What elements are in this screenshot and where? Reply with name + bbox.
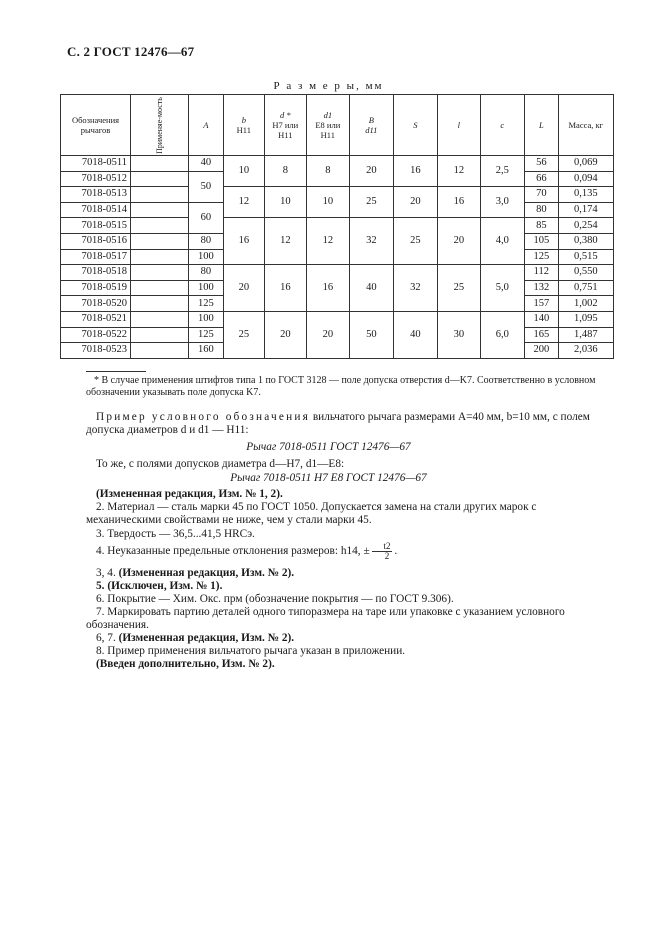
cell-applicability (131, 218, 189, 234)
cell-B: 25 (349, 187, 393, 218)
cell-b: 10 (223, 156, 264, 187)
table-row (61, 311, 614, 327)
cell-mass: 1,095 (558, 311, 613, 327)
cell-A: 160 (188, 343, 223, 359)
cell-designation: 7018-0520 (61, 296, 131, 312)
item-3-hardness: 3. Твердость — 36,5...41,5 HRCэ. (96, 528, 255, 540)
cell-designation: 7018-0514 (61, 202, 131, 218)
revision-note-3-4: 3, 4. (Измененная редакция, Изм. № 2). (96, 567, 295, 579)
item-4-end: . (394, 545, 398, 558)
cell-L: 200 (524, 343, 558, 359)
footnote: * В случае применения штифтов типа 1 по ГОСТ 3128 — поле допуска отверстия d—K7. Соответственно в условном обозначении указывать поле допуска K7. (86, 375, 596, 398)
cell-A: 100 (188, 249, 223, 265)
cell-A: 60 (188, 202, 223, 233)
cell-L: 140 (524, 311, 558, 327)
table-row (61, 218, 614, 234)
example-formula-1: Рычаг 7018-0511 ГОСТ 12476—67 (246, 441, 411, 453)
revision-note-1: (Измененная редакция, Изм. № 1, 2). (96, 488, 283, 500)
cell-A: 100 (188, 311, 223, 327)
added-note: (Введен дополнительно, Изм. № 2). (96, 658, 275, 670)
cell-applicability (131, 280, 189, 296)
cell-l: 12 (437, 156, 480, 187)
cell-b: 16 (223, 218, 264, 265)
header-d1: d1 E8 или H11 (306, 95, 349, 156)
item-2-material: 2. Материал — сталь марки 45 по ГОСТ 1050. Допускается замена на стали других марок с механическими свойствами не ниже, чем у стали марки 45. (86, 501, 537, 526)
cell-designation: 7018-0515 (61, 218, 131, 234)
cell-B: 40 (349, 265, 393, 312)
header-mass: Масса, кг (558, 95, 613, 156)
cell-mass: 0,380 (558, 233, 613, 249)
table-row (61, 187, 614, 203)
cell-applicability (131, 296, 189, 312)
cell-S: 20 (393, 187, 437, 218)
cell-B: 32 (349, 218, 393, 265)
example-heading: Пример условного обозначения (96, 411, 310, 423)
table-row (61, 265, 614, 281)
cell-c: 2,5 (480, 156, 524, 187)
cell-mass: 1,002 (558, 296, 613, 312)
cell-d: 10 (264, 187, 306, 218)
same-with-tolerances: То же, с полями допусков диаметра d—H7, d1—E8: (96, 458, 345, 470)
cell-l: 16 (437, 187, 480, 218)
example-text: вильчатого рычага размерами A=40 мм, b=10 мм, с полем допуска диаметров d и d1 — H11: (86, 411, 590, 436)
cell-L: 132 (524, 280, 558, 296)
cell-A: 50 (188, 171, 223, 202)
cell-mass: 0,174 (558, 202, 613, 218)
cell-L: 105 (524, 233, 558, 249)
cell-B: 20 (349, 156, 393, 187)
cell-designation: 7018-0522 (61, 327, 131, 343)
cell-applicability (131, 311, 189, 327)
cell-L: 112 (524, 265, 558, 281)
item-4-text: 4. Неуказанные предельные отклонения размеров: h14, ± (96, 545, 370, 558)
cell-l: 30 (437, 311, 480, 358)
cell-d: 20 (264, 311, 306, 358)
cell-A: 125 (188, 296, 223, 312)
cell-A: 80 (188, 233, 223, 249)
cell-l: 20 (437, 218, 480, 265)
header-S: S (393, 95, 437, 156)
page-header: С. 2 ГОСТ 12476—67 (67, 44, 195, 59)
cell-applicability (131, 187, 189, 203)
header-designation: Обозначения рычагов (61, 95, 131, 156)
example-formula-2: Рычаг 7018-0511 H7 E8 ГОСТ 12476—67 (230, 472, 427, 484)
cell-applicability (131, 249, 189, 265)
cell-designation: 7018-0523 (61, 343, 131, 359)
cell-L: 80 (524, 202, 558, 218)
cell-L: 66 (524, 171, 558, 187)
cell-designation: 7018-0517 (61, 249, 131, 265)
cell-mass: 0,550 (558, 265, 613, 281)
cell-d: 16 (264, 265, 306, 312)
cell-d: 12 (264, 218, 306, 265)
cell-S: 32 (393, 265, 437, 312)
cell-applicability (131, 343, 189, 359)
dimensions-caption: Р а з м е р ы, мм (273, 80, 384, 92)
cell-mass: 0,751 (558, 280, 613, 296)
cell-c: 4,0 (480, 218, 524, 265)
cell-mass: 0,254 (558, 218, 613, 234)
cell-c: 5,0 (480, 265, 524, 312)
cell-A: 80 (188, 265, 223, 281)
item-4-tolerances (86, 542, 598, 561)
cell-L: 165 (524, 327, 558, 343)
cell-mass: 0,135 (558, 187, 613, 203)
item-8-application: 8. Пример применения вильчатого рычага указан в приложении. (96, 645, 406, 657)
item-7-marking: 7. Маркировать партию деталей одного типоразмера на таре или упаковке с указанием условного обозначения. (86, 606, 565, 631)
header-l: l (437, 95, 480, 156)
cell-d: 8 (264, 156, 306, 187)
item-5-excluded: 5. (Исключен, Изм. № 1). (96, 580, 223, 592)
cell-L: 70 (524, 187, 558, 203)
cell-b: 25 (223, 311, 264, 358)
cell-A: 100 (188, 280, 223, 296)
header-c: c (480, 95, 524, 156)
cell-designation: 7018-0518 (61, 265, 131, 281)
cell-A: 40 (188, 156, 223, 172)
cell-d1: 20 (306, 311, 349, 358)
cell-L: 85 (524, 218, 558, 234)
cell-c: 6,0 (480, 311, 524, 358)
header-applicability: Применяе-мость (131, 95, 189, 156)
cell-designation: 7018-0519 (61, 280, 131, 296)
cell-L: 157 (524, 296, 558, 312)
cell-mass: 2,036 (558, 343, 613, 359)
cell-applicability (131, 171, 189, 187)
cell-b: 20 (223, 265, 264, 312)
cell-applicability (131, 327, 189, 343)
cell-d1: 16 (306, 265, 349, 312)
cell-L: 56 (524, 156, 558, 172)
cell-L: 125 (524, 249, 558, 265)
header-A: A (188, 95, 223, 156)
cell-l: 25 (437, 265, 480, 312)
cell-A: 125 (188, 327, 223, 343)
cell-applicability (131, 265, 189, 281)
cell-designation: 7018-0512 (61, 171, 131, 187)
cell-mass: 0,515 (558, 249, 613, 265)
cell-designation: 7018-0521 (61, 311, 131, 327)
item-6-coating: 6. Покрытие — Хим. Окс. прм (обозначение покрытия — по ГОСТ 9.306). (96, 593, 454, 605)
cell-mass: 1,487 (558, 327, 613, 343)
tolerance-fraction: $\frac{t2}{2}$ (372, 542, 391, 561)
cell-designation: 7018-0516 (61, 233, 131, 249)
header-b: b H11 (223, 95, 264, 156)
cell-applicability (131, 233, 189, 249)
cell-applicability (131, 202, 189, 218)
cell-B: 50 (349, 311, 393, 358)
example-paragraph (86, 411, 598, 437)
cell-mass: 0,094 (558, 171, 613, 187)
footnote-divider (86, 371, 146, 372)
cell-mass: 0,069 (558, 156, 613, 172)
cell-d1: 8 (306, 156, 349, 187)
header-B: B d11 (349, 95, 393, 156)
header-d: d * H7 или H11 (264, 95, 306, 156)
cell-d1: 12 (306, 218, 349, 265)
cell-S: 40 (393, 311, 437, 358)
table-header-row (61, 95, 614, 156)
table-row (61, 156, 614, 172)
cell-S: 16 (393, 156, 437, 187)
cell-applicability (131, 156, 189, 172)
revision-note-6-7: 6, 7. (Измененная редакция, Изм. № 2). (96, 632, 295, 644)
cell-d1: 10 (306, 187, 349, 218)
cell-c: 3,0 (480, 187, 524, 218)
dimensions-table (60, 94, 614, 359)
cell-designation: 7018-0511 (61, 156, 131, 172)
cell-designation: 7018-0513 (61, 187, 131, 203)
cell-b: 12 (223, 187, 264, 218)
cell-S: 25 (393, 218, 437, 265)
header-L: L (524, 95, 558, 156)
